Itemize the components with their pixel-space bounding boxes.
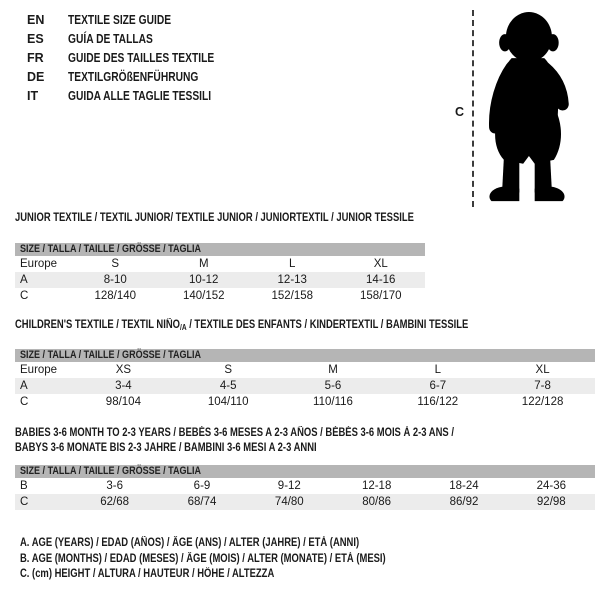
size-header-label: SIZE / TALLA / TAILLE / GRÖSSE / TAGLIA [20, 465, 202, 477]
table-row [15, 272, 425, 288]
language-code: IT [27, 89, 39, 103]
language-row [27, 68, 246, 87]
table-title-line [15, 211, 425, 226]
table-row [15, 256, 425, 272]
row-label: C [20, 496, 29, 508]
silhouette-head [506, 12, 552, 62]
measure-legend [20, 536, 466, 583]
legend-line [20, 567, 466, 583]
table-cell: 3-6 [106, 480, 123, 492]
table-cell: 6-9 [193, 480, 211, 492]
table-row [15, 362, 595, 378]
language-header [27, 11, 246, 106]
legend-line [20, 536, 466, 552]
table-cell: 122/128 [521, 395, 564, 408]
row-label: Europe [20, 257, 58, 270]
table-title [15, 211, 425, 226]
table-title-line [15, 318, 595, 336]
table-cell: 74/80 [274, 496, 304, 508]
row-label: C [20, 289, 29, 302]
height-label: C [455, 105, 465, 119]
table-cell: 110/116 [313, 395, 353, 408]
table-cell: 62/68 [100, 496, 130, 508]
table-title [15, 426, 595, 455]
language-row [27, 11, 246, 30]
row-label: Europe [20, 363, 58, 376]
language-title: TEXTILE SIZE GUIDE [68, 13, 172, 27]
language-code: FR [27, 51, 44, 65]
table-cell: 98/104 [105, 395, 141, 408]
table-cell: 24-36 [536, 480, 567, 492]
height-measure-line [472, 10, 474, 207]
table-cell: M [198, 257, 209, 270]
table-title [15, 318, 595, 336]
table-cell: 12-18 [361, 480, 392, 492]
table-title-text: CHILDREN'S TEXTILE / TEXTIL NIÑO [15, 319, 181, 331]
table-cell: 104/110 [207, 395, 249, 408]
table-cell: 68/74 [187, 496, 217, 508]
table-cell: 14-16 [366, 273, 396, 286]
table-cell: 158/170 [359, 289, 402, 302]
size-header-label: SIZE / TALLA / TAILLE / GRÖSSE / TAGLIA [20, 242, 202, 255]
table-cell: 116/122 [417, 395, 459, 408]
row-label: A [20, 273, 28, 286]
table-cell: 7-8 [534, 379, 551, 392]
table-cell: XL [535, 363, 550, 376]
table-cell: M [328, 363, 338, 376]
table-title-text: / TEXTILE DES ENFANTS / KINDERTEXTIL / BAMBINI TESSILE [186, 319, 469, 331]
table-cell: 80/86 [362, 496, 392, 508]
babies-textile-table [15, 426, 595, 510]
table-cell: S [224, 363, 233, 376]
table-title-text: BABYS 3-6 MONATE BIS 2-3 JAHRE / BAMBINI 3-6 MESI A 2-3 ANNI [15, 441, 317, 454]
row-label: B [20, 480, 28, 492]
table-row [15, 478, 595, 494]
language-code: ES [27, 32, 44, 46]
language-title: TEXTILGRÖßENFÜHRUNG [68, 70, 199, 84]
table-cell: XL [373, 257, 388, 270]
table-cell: 86/92 [449, 496, 479, 508]
table-cell: 5-6 [324, 379, 342, 392]
table-cell: L [289, 257, 296, 270]
table-title-line [15, 441, 595, 456]
language-title: GUIDE DES TAILLES TEXTILE [68, 51, 215, 65]
legend-text: C. (cm) HEIGHT / ALTURA / HAUTEUR / HÖHE / ALTEZZA [20, 568, 275, 580]
table-row [15, 394, 595, 410]
language-code: DE [27, 70, 45, 84]
table-cell: L [434, 363, 441, 376]
junior-textile-table [15, 211, 425, 304]
language-row [27, 49, 246, 68]
table-row [15, 288, 425, 304]
table-cell: 12-13 [277, 273, 307, 286]
table-row [15, 378, 595, 394]
table-row [15, 494, 595, 510]
table-cell: 92/98 [536, 496, 566, 508]
table-cell: 8-10 [103, 273, 127, 286]
table-title-text: BABIES 3-6 MONTH TO 2-3 YEARS / BEBÉS 3-6 MESES A 2-3 AÑOS / BÉBÉS 3-6 MOIS À 2-3 ANS / [15, 427, 454, 439]
language-row [27, 87, 246, 106]
row-label: C [20, 395, 29, 408]
language-row [27, 30, 246, 49]
table-cell: 3-4 [115, 379, 132, 392]
language-title: GUIDA ALLE TAGLIE TESSILI [68, 89, 212, 103]
table-cell: 140/152 [182, 289, 225, 302]
language-title: GUÍA DE TALLAS [68, 32, 153, 46]
table-cell: 128/140 [94, 289, 137, 302]
table-cell: 9-12 [277, 480, 301, 492]
table-title-text: /A [180, 323, 187, 332]
table-cell: 6-7 [429, 379, 447, 392]
size-header-bar [15, 349, 595, 362]
size-header-label: SIZE / TALLA / TAILLE / GRÖSSE / TAGLIA [20, 348, 202, 361]
table-title-text: JUNIOR TEXTILE / TEXTIL JUNIOR/ TEXTILE JUNIOR / JUNIORTEXTIL / JUNIOR TESSILE [15, 212, 414, 224]
table-cell: 18-24 [449, 480, 479, 492]
legend-line [20, 552, 466, 568]
row-label: A [20, 379, 28, 392]
toddler-silhouette-image [479, 8, 575, 210]
legend-text: B. AGE (MONTHS) / EDAD (MESES) / ÂGE (MOIS) / ALTER (MONATE) / ETÀ (MESI) [20, 552, 386, 565]
childrens-textile-table [15, 318, 595, 410]
table-cell: XS [115, 363, 132, 376]
table-title-line [15, 426, 595, 441]
size-header-bar [15, 243, 425, 256]
language-code: EN [27, 13, 45, 27]
table-cell: 152/158 [271, 289, 314, 302]
table-cell: 4-5 [219, 379, 237, 392]
table-cell: 10-12 [189, 273, 219, 286]
size-header-bar [15, 465, 595, 478]
legend-text: A. AGE (YEARS) / EDAD (AÑOS) / ÂGE (ANS) / ALTER (JAHRE) / ETÀ (ANNI) [20, 537, 360, 549]
table-cell: S [111, 257, 120, 270]
